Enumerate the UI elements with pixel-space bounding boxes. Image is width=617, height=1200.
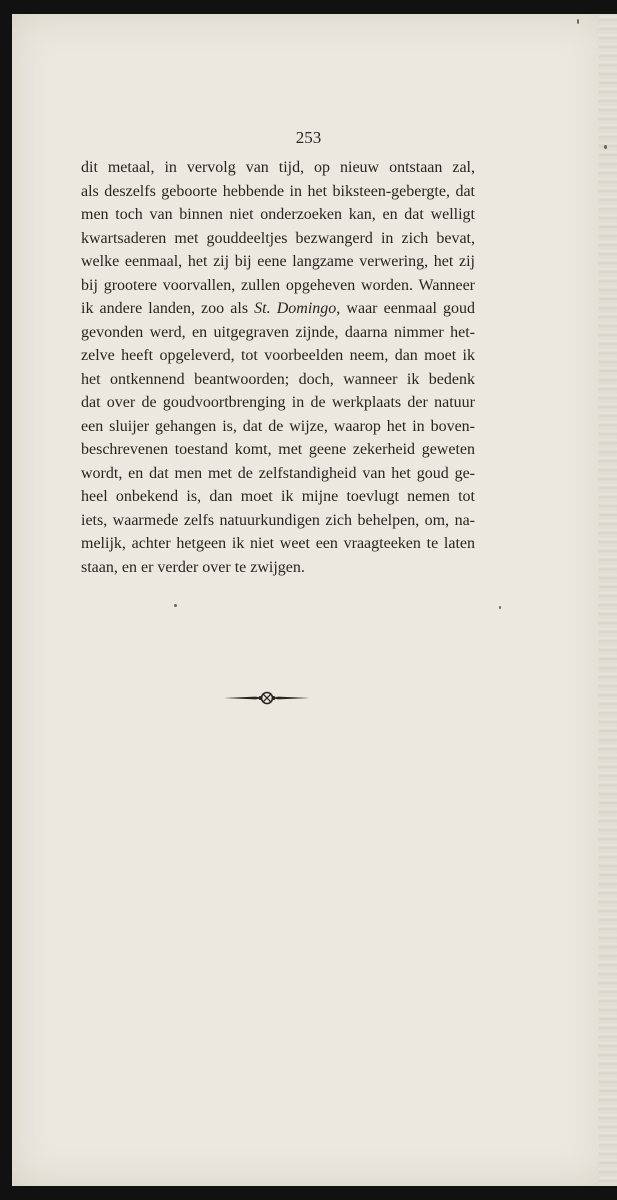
text-line-11: dat over de goudvoortbrenging in de werkplaats der natuur [81,394,475,411]
text-line-17: melijk, achter hetgeen ik niet weet een vraagteeken te laten [81,535,475,552]
text-line-7-start: ik andere landen, zoo als [81,300,255,317]
paper-speck [604,145,607,149]
place-name-italic: St. Domingo [254,300,337,317]
text-line-16: iets, waarmede zelfs natuurkundigen zich behelpen, om, na- [81,511,475,529]
text-line-1: dit metaal, in vervolg van tijd, op nieuw ontstaan zal, [81,159,475,176]
paper-speck [499,606,501,609]
text-line-12: een sluijer gehangen is, dat de wijze, waarop het in boven- [81,417,475,435]
text-line-7-end: , waar eenmaal goud [336,300,475,317]
text-line-14: wordt, en dat men met de zelfstandigheid van het goud ge- [81,464,475,482]
text-line-18: staan, en er verder over te zwijgen. [81,558,305,576]
text-line-8: gevonden werd, en uitgegraven zijnde, daarna nimmer het- [81,323,475,341]
text-line-9: zelve heeft opgeleverd, tot voorbeelden neem, dan moet ik [81,347,475,364]
text-line-7 [81,297,475,321]
text-line-5: welke eenmaal, het zij bij eene langzame verwering, het zij [81,253,475,270]
text-line-15: heel onbekend is, dan moet ik mijne toevlugt nemen tot [81,488,475,505]
text-line-13: beschrevenen toestand komt, met geene zekerheid geweten [81,441,475,458]
tail-ornament [222,688,312,708]
page-edge [599,14,617,1186]
text-line-6: bij grootere voorvallen, zullen opgeheven worden. Wanneer [81,276,475,294]
text-line-2: als deszelfs geboorte hebbende in het biksteen-gebergte, dat [81,182,475,200]
body-text [81,156,475,579]
text-line-3: men toch van binnen niet onderzoeken kan, en dat welligt [81,206,475,223]
text-line-4: kwartsaderen met gouddeeltjes bezwangerd in zich bevat, [81,229,475,247]
page-number: 253 [295,128,322,147]
text-line-10: het ontkennend beantwoorden; doch, wanneer ik bedenk [81,370,475,388]
paper-speck [577,19,579,24]
paper-speck [174,604,177,607]
